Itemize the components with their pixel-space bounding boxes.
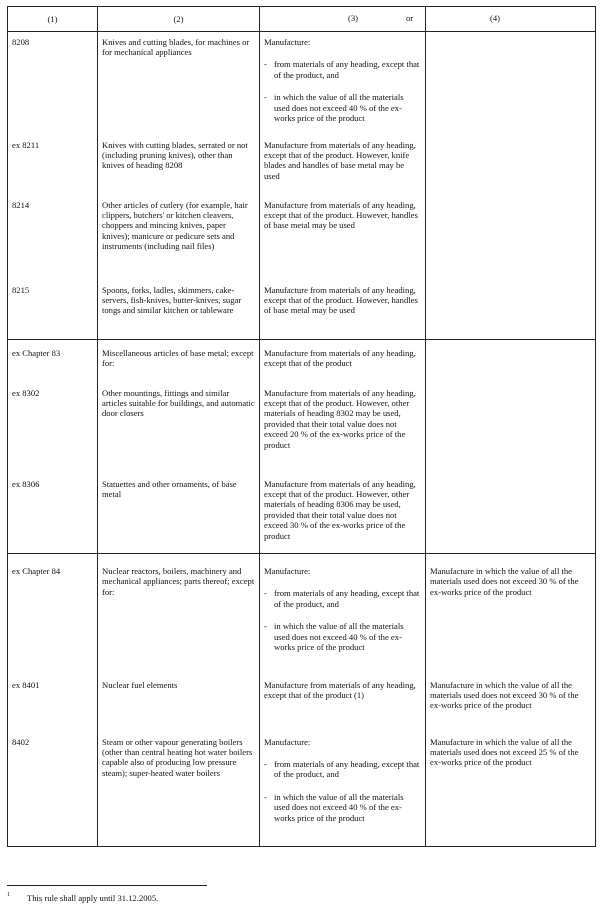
heading-8214: 8214 bbox=[12, 199, 30, 210]
heading-8208: 8208 bbox=[12, 37, 30, 47]
rule3-item2: in which the value of all the materials used does not exceed 40 % of the ex-works price of the product bbox=[274, 791, 404, 823]
rule-col3-cell bbox=[260, 195, 426, 280]
header-col-3-label: (3) bbox=[348, 13, 359, 23]
description-cell bbox=[98, 554, 260, 674]
rule3-text: Manufacture from materials of any heading, except that of the product. However, other materials of heading 8306 may be used, provided that their total value does not exceed 30 % of the ex-works price of the product bbox=[264, 478, 416, 541]
heading-ex-8302: ex 8302 bbox=[12, 387, 40, 398]
heading-cell bbox=[8, 674, 98, 732]
rule-col4-cell bbox=[426, 195, 596, 280]
table-row bbox=[8, 340, 596, 382]
rule3-intro: Manufacture: bbox=[264, 736, 311, 747]
rule3-text: Manufacture from materials of any heading, except that of the product. However, other materials of heading 8302 may be used, provided that their total value does not exceed 20 % of the ex-works price of the product bbox=[264, 387, 416, 450]
table-row bbox=[8, 32, 596, 132]
footnote bbox=[7, 893, 158, 903]
rule3-bullet bbox=[264, 59, 421, 80]
rule-col4-cell bbox=[426, 554, 596, 674]
rule-col3-cell bbox=[260, 382, 426, 474]
rule3-item1: from materials of any heading, except that of the product, and bbox=[274, 758, 420, 780]
description: Knives with cutting blades, serrated or not (including pruning knives), other than knives of heading 8208 bbox=[102, 139, 248, 171]
rule3-intro: Manufacture: bbox=[264, 37, 311, 47]
footnote-separator bbox=[7, 885, 207, 886]
rule3-bullet bbox=[264, 621, 421, 652]
rule3-bullet bbox=[264, 588, 421, 609]
description-cell bbox=[98, 340, 260, 382]
heading-cell bbox=[8, 195, 98, 280]
description-cell bbox=[98, 195, 260, 280]
rule3-text: Manufacture from materials of any heading, except that of the product. However, handles of base metal may be used bbox=[264, 199, 418, 231]
description: Other articles of cutlery (for example, hair clippers, butchers' or kitchen cleavers, choppers and mincing knives, paper knives); manicure or pedicure sets and instruments (including nail files) bbox=[102, 199, 248, 252]
heading-8215: 8215 bbox=[12, 284, 30, 295]
rules-table-page bbox=[7, 6, 595, 847]
rule-col3-cell bbox=[260, 280, 426, 340]
description: Other mountings, fittings and similar articles suitable for buildings, and automatic door closers bbox=[102, 387, 255, 419]
description-cell bbox=[98, 32, 260, 132]
rule-col3-cell bbox=[260, 674, 426, 732]
header-col-4-label: (4) bbox=[490, 13, 501, 23]
heading-ex-8306: ex 8306 bbox=[12, 478, 40, 489]
description: Miscellaneous articles of base metal; except for: bbox=[102, 348, 254, 369]
dash-marker: - bbox=[264, 59, 267, 70]
header-col-2: (2) bbox=[98, 7, 260, 32]
description: Steam or other vapour generating boilers (other than central heating hot water boilers capable also of producing low pressure steam); super-heated water boilers bbox=[102, 736, 253, 778]
description-cell bbox=[98, 474, 260, 554]
description-cell bbox=[98, 382, 260, 474]
description-cell bbox=[98, 732, 260, 847]
heading-ex-chapter-83: ex Chapter 83 bbox=[12, 348, 61, 358]
description: Spoons, forks, ladles, skimmers, cake-servers, fish-knives, butter-knives, sugar tongs and similar kitchen or tableware bbox=[102, 284, 242, 316]
rule-col3-cell bbox=[260, 132, 426, 195]
dash-marker: - bbox=[264, 92, 267, 103]
rule3-bullet bbox=[264, 759, 421, 780]
rule3-item1: from materials of any heading, except that of the product, and bbox=[274, 588, 420, 609]
rule-col4-cell bbox=[426, 674, 596, 732]
rule3-text: Manufacture from materials of any heading, except that of the product bbox=[264, 679, 416, 700]
heading-ex-chapter-84: ex Chapter 84 bbox=[12, 566, 61, 576]
description: Knives and cutting blades, for machines or for mechanical appliances bbox=[102, 37, 250, 58]
description: Nuclear fuel elements bbox=[102, 679, 178, 690]
rule-col4-cell bbox=[426, 280, 596, 340]
rule-col4-cell bbox=[426, 340, 596, 382]
table-row bbox=[8, 474, 596, 554]
table-row bbox=[8, 674, 596, 732]
heading-8402: 8402 bbox=[12, 736, 30, 747]
dash-marker: - bbox=[264, 758, 267, 769]
rule3-item1: from materials of any heading, except that of the product, and bbox=[274, 59, 420, 80]
rule-col3-cell bbox=[260, 732, 426, 847]
header-or: or bbox=[406, 13, 414, 23]
dash-marker: - bbox=[264, 588, 267, 599]
rule-col3-cell bbox=[260, 554, 426, 674]
heading-ex-8211: ex 8211 bbox=[12, 139, 40, 150]
rule3-text: Manufacture from materials of any heading, except that of the product. However, knife blades and handles of base metal may be used bbox=[264, 139, 416, 181]
header-col-1: (1) bbox=[8, 7, 98, 32]
description-cell bbox=[98, 280, 260, 340]
rule3-intro: Manufacture: bbox=[264, 566, 311, 576]
rule4-text: Manufacture in which the value of all the materials used does not exceed 25 % of the ex-works price of the product bbox=[430, 736, 579, 768]
rule-col4-cell bbox=[426, 382, 596, 474]
table-header-row bbox=[8, 7, 596, 32]
heading-cell bbox=[8, 732, 98, 847]
description: Nuclear reactors, boilers, machinery and mechanical appliances; parts thereof; except for: bbox=[102, 566, 255, 597]
header-col-3 bbox=[260, 7, 426, 32]
rule3-item2: in which the value of all the materials used does not exceed 40 % of the ex-works price of the product bbox=[274, 92, 404, 124]
rule3-bullet bbox=[264, 792, 421, 823]
heading-cell bbox=[8, 554, 98, 674]
heading-cell bbox=[8, 32, 98, 132]
rule-col3-cell bbox=[260, 474, 426, 554]
rule3-text: Manufacture from materials of any heading, except that of the product. However, handles of base metal may be used bbox=[264, 284, 418, 316]
rules-of-origin-table bbox=[7, 6, 596, 847]
rule3-item2: in which the value of all the materials used does not exceed 40 % of the ex-works price of the product bbox=[274, 621, 404, 653]
heading-cell bbox=[8, 132, 98, 195]
footnote-text: This rule shall apply until 31.12.2005. bbox=[27, 893, 159, 903]
rule-col4-cell bbox=[426, 132, 596, 195]
rule3-bullet bbox=[264, 92, 421, 123]
heading-cell bbox=[8, 340, 98, 382]
description-cell bbox=[98, 674, 260, 732]
table-row bbox=[8, 732, 596, 847]
table-row bbox=[8, 554, 596, 674]
rule-col4-cell bbox=[426, 732, 596, 847]
table-row bbox=[8, 382, 596, 474]
heading-cell bbox=[8, 280, 98, 340]
table-row bbox=[8, 132, 596, 195]
header-col-4 bbox=[426, 7, 596, 32]
dash-marker: - bbox=[264, 791, 267, 802]
rule-col4-cell bbox=[426, 474, 596, 554]
rule-col3-cell bbox=[260, 32, 426, 132]
heading-cell bbox=[8, 382, 98, 474]
table-row bbox=[8, 195, 596, 280]
description: Statuettes and other ornaments, of base metal bbox=[102, 478, 237, 499]
rule-col3-cell bbox=[260, 340, 426, 382]
rule3-text: Manufacture from materials of any heading, except that of the product bbox=[264, 348, 416, 369]
rule4-text: Manufacture in which the value of all the materials used does not exceed 30 % of the ex-works price of the product bbox=[430, 566, 579, 597]
dash-marker: - bbox=[264, 621, 267, 632]
rule4-text: Manufacture in which the value of all the materials used does not exceed 30 % of the ex-works price of the product bbox=[430, 679, 579, 711]
rule-col4-cell bbox=[426, 32, 596, 132]
heading-cell bbox=[8, 474, 98, 554]
footnote-mark: 1 bbox=[7, 892, 10, 898]
description-cell bbox=[98, 132, 260, 195]
heading-ex-8401: ex 8401 bbox=[12, 679, 40, 690]
footnote-ref: (1) bbox=[353, 689, 365, 700]
table-row bbox=[8, 280, 596, 340]
